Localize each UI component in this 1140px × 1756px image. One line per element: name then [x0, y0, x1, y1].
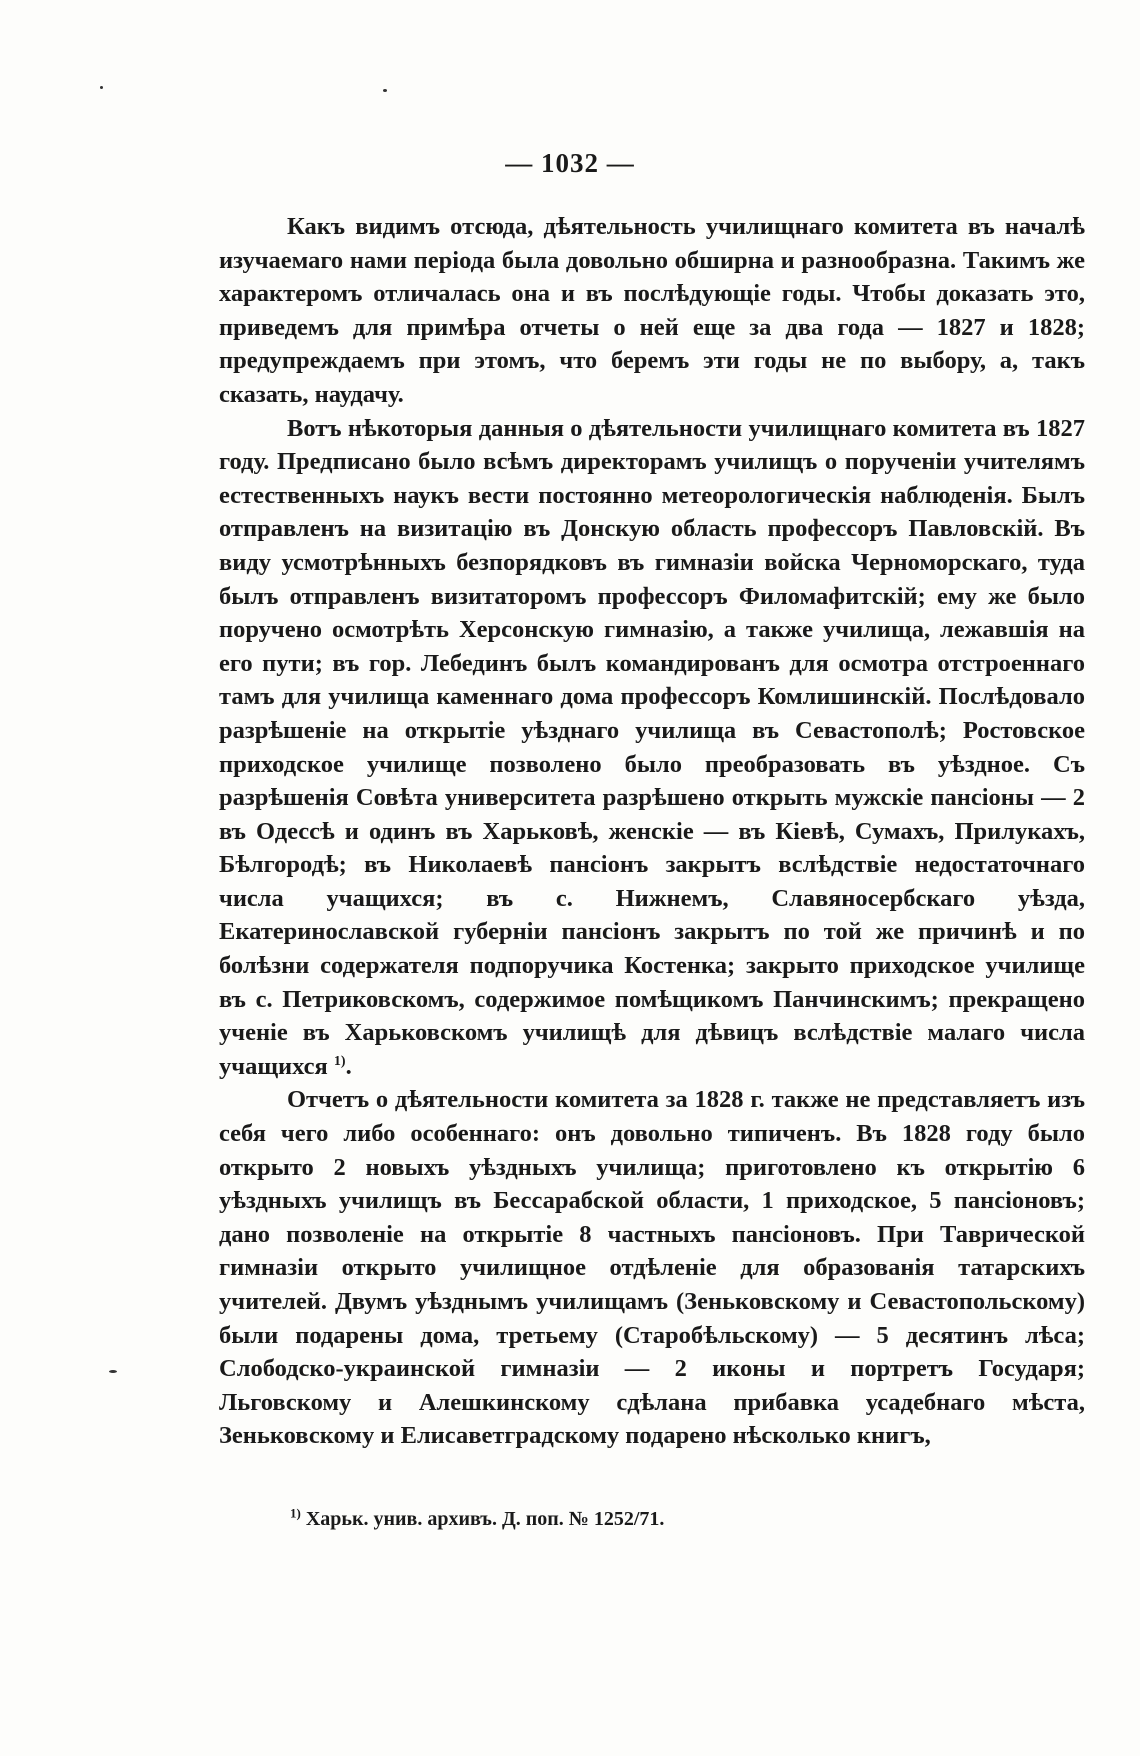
paragraph-2-text: Вотъ нѣкоторыя данныя о дѣятельности училищнаго комитета въ 1827 году. Предписано было всѣмъ директорамъ училищъ о порученіи учителямъ естественныхъ наукъ вести постоянно метеорологическія наблюденія. Былъ отправленъ на визитацію въ Донскую область профессоръ Павловскій. Въ виду усмотрѣнныхъ безпорядковъ въ гимназіи войска Черноморскаго, туда былъ отправленъ визитаторомъ профессоръ Филомафитскій; ему же было поручено осмотрѣть Херсонскую гимназію, а также училища, лежавшія на его пути; въ гор. Лебединъ былъ командированъ для осмотра отстроеннаго тамъ для училища каменнаго дома профессоръ Комлишинскій. Послѣдовало разрѣшеніе на открытіе уѣзднаго училища въ Севастополѣ; Ростовское приходское училище позволено было преобразовать въ уѣздное. Съ разрѣшенія Совѣта университета разрѣшено открыть мужскіе пансіоны — 2 въ Одессѣ и одинъ въ Харьковѣ, женскіе — въ Кіевѣ, Сумахъ, Прилукахъ, Бѣлгородѣ; въ Николаевѣ пансіонъ закрытъ вслѣдствіе недостаточнаго числа учащихся; въ с. Нижнемъ, Славяносербскаго уѣзда, Екатеринославской губерніи пансіонъ закрытъ по той же причинѣ и по болѣзни содержателя подпоручика Костенка; закрыто приходское училище въ с. Петриковскомъ, содержимое помѣщикомъ Панчинскимъ; прекращено ученіе въ Харьковскомъ училищѣ для дѣвицъ вслѣдствіе малаго числа учащихся [219, 414, 1085, 1080]
footnote-reference: 1) [333, 1053, 346, 1069]
page-number: — 1032 — [505, 148, 635, 178]
page-speck [383, 89, 387, 92]
paragraph-1: Какъ видимъ отсюда, дѣятельность училищнаго комитета въ началѣ изучаемаго нами періода была довольно обширна и разнообразна. Такимъ же характеромъ отличалась она и въ послѣдующіе годы. Чтобы доказать это, приведемъ для примѣра отчеты о ней еще за два года — 1827 и 1828; предупреждаемъ при этомъ, что беремъ эти годы не по выбору, а, такъ сказать, наудачу. [219, 213, 1085, 408]
page-speck [109, 1370, 117, 1373]
paragraph-3: Отчетъ о дѣятельности комитета за 1828 г. также не представляетъ изъ себя чего либо особеннаго: онъ довольно типиченъ. Въ 1828 году было открыто 2 новыхъ уѣздныхъ училища; приготовлено къ открытію 6 уѣздныхъ училищъ въ Бессарабской области, 1 приходское, 5 пансіоновъ; дано позволеніе на открытіе 8 частныхъ пансіоновъ. При Таврической гимназіи открыто училищное отдѣленіе для образованія татарскихъ учителей. Двумъ уѣзднымъ училищамъ (Зеньковскому и Севастопольскому) были подарены дома, третьему (Старобѣльскому) — 5 десятинъ лѣса; Слободско-украинской гимназіи — 2 иконы и портретъ Государя; Льговскому и Алешкинскому сдѣлана прибавка усадебнаго мѣста, Зеньковскому и Елисаветградскому подарено нѣсколько книгъ, [219, 1086, 1085, 1450]
page-speck [100, 86, 103, 89]
footnote-text: Харьк. унив. архивъ. Д. поп. № 1252/71. [305, 1508, 665, 1530]
paragraph-2 [219, 412, 1085, 1084]
footnote-marker: 1) [290, 1505, 301, 1521]
footnote [290, 1505, 1050, 1533]
paragraph-2-end: . [345, 1052, 352, 1080]
body-text [219, 210, 1085, 1453]
